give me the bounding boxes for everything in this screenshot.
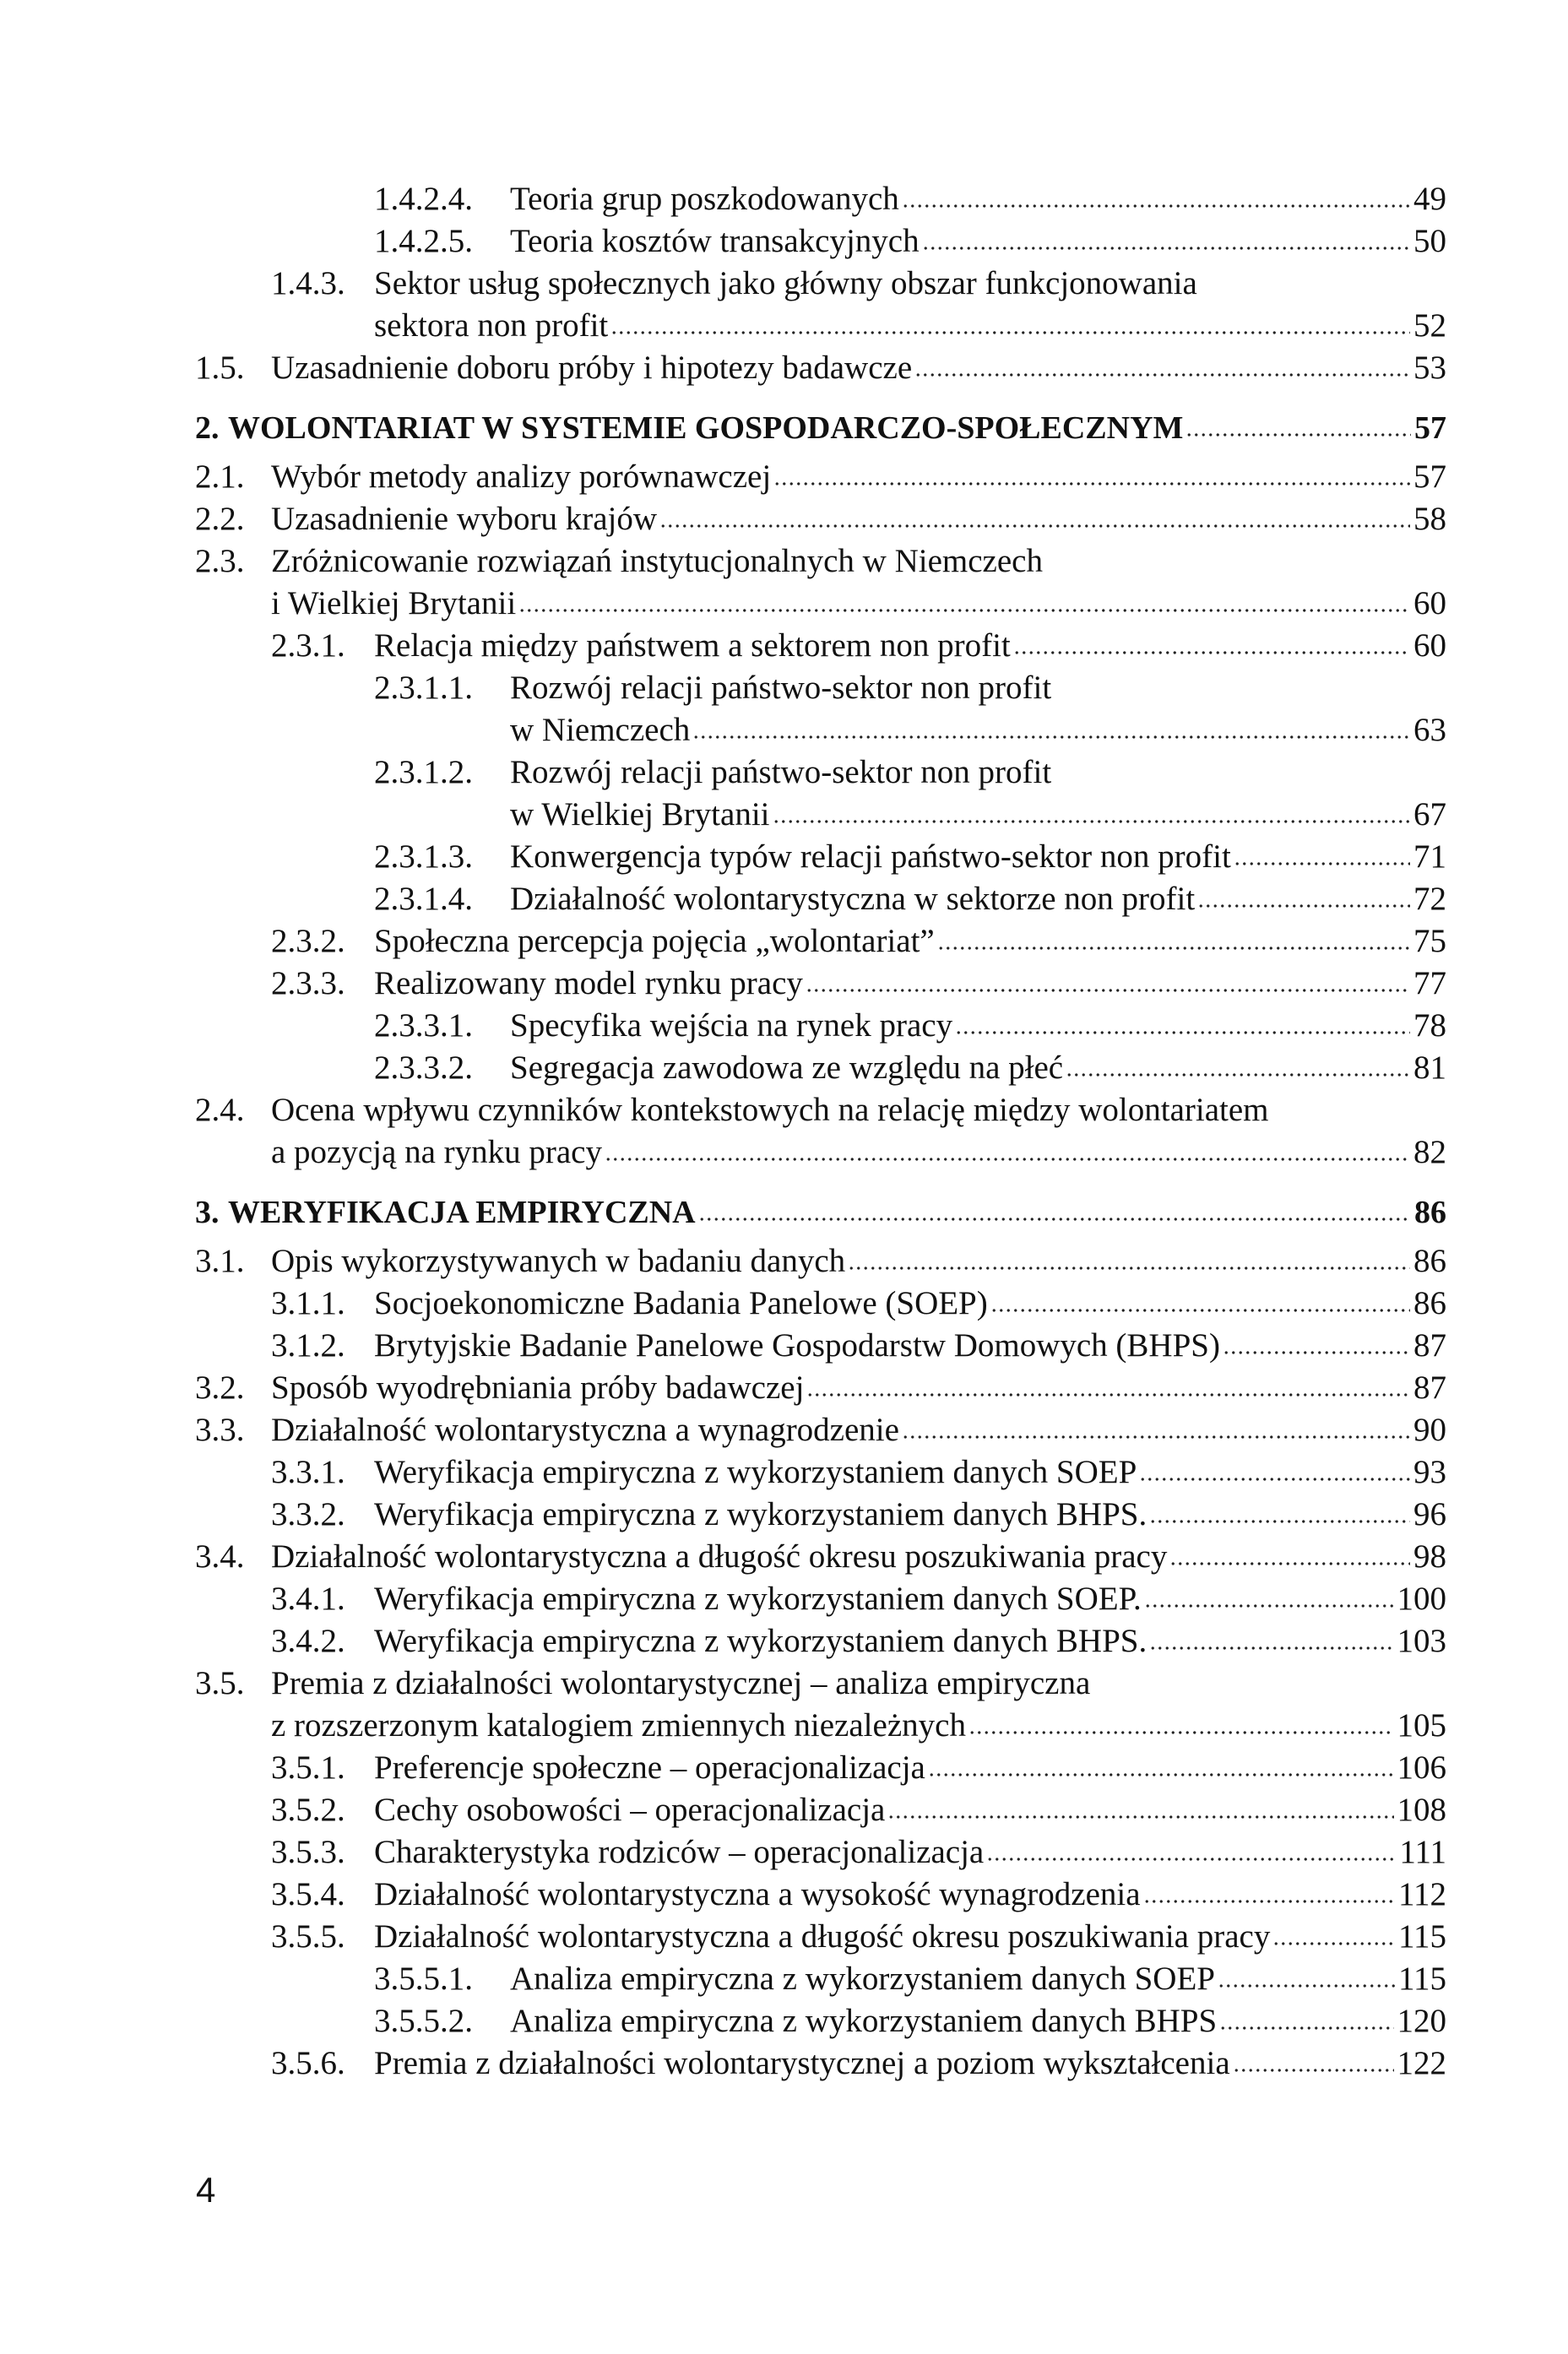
- toc-entry: [0, 1536, 1568, 1578]
- toc-entry: [0, 1089, 1568, 1174]
- dot-leader: [848, 1263, 1410, 1272]
- toc-entry: [0, 2000, 1568, 2042]
- toc-page-number: 81: [1413, 1050, 1446, 1086]
- toc-entry-number: 3.1.: [195, 1243, 245, 1279]
- toc-entry: [0, 1620, 1568, 1662]
- toc-line: [0, 1747, 1568, 1789]
- toc-entry-number: 3.5.: [195, 1665, 245, 1701]
- dot-leader: [1197, 901, 1410, 909]
- dot-leader: [659, 521, 1410, 529]
- toc-entry: [0, 1409, 1568, 1451]
- toc-entry-number: 2.3.1.1.: [374, 670, 473, 706]
- toc-entry: [0, 540, 1568, 625]
- toc-entry-title: w Wielkiej Brytanii: [510, 796, 770, 833]
- toc-entry: [0, 1831, 1568, 1874]
- toc-line: [0, 263, 1568, 305]
- toc-entry: [0, 667, 1568, 751]
- toc-page-number: 78: [1413, 1007, 1446, 1044]
- dot-leader: [605, 1154, 1410, 1163]
- toc-entry-title: Teoria kosztów transakcyjnych: [510, 223, 920, 259]
- toc-page-number: 86: [1414, 1195, 1446, 1230]
- toc-page-number: 98: [1413, 1538, 1446, 1575]
- toc-line: [0, 540, 1568, 583]
- toc-line: [0, 2000, 1568, 2042]
- toc-page-number: 63: [1413, 712, 1446, 748]
- dot-leader: [692, 732, 1410, 740]
- toc-entry-title: Weryfikacja empiryczna z wykorzystaniem danych BHPS.: [374, 1496, 1148, 1532]
- toc-page-number: 86: [1413, 1285, 1446, 1321]
- toc-page-number: 71: [1413, 838, 1446, 875]
- toc-page-number: 87: [1413, 1327, 1446, 1364]
- toc-entry-title: Analiza empiryczna z wykorzystaniem danych BHPS: [510, 2003, 1218, 2039]
- toc-line: [0, 1662, 1568, 1705]
- toc-entry-number: 1.4.2.4.: [374, 181, 473, 217]
- toc-entry: [0, 625, 1568, 667]
- toc-entry-title: Społeczna percepcja pojęcia „wolontariat”: [374, 923, 935, 959]
- toc-entry-title: Brytyjskie Badanie Panelowe Gospodarstw Domowych (BHPS): [374, 1327, 1220, 1364]
- toc-entry-number: 2.3.: [195, 543, 245, 579]
- toc-entry-number: 2.1.: [195, 458, 245, 495]
- toc-line: [0, 709, 1568, 751]
- dot-leader: [986, 1854, 1396, 1863]
- toc-entry: [0, 263, 1568, 347]
- toc-entry: [0, 1325, 1568, 1367]
- dot-leader: [773, 479, 1410, 487]
- dot-leader: [1149, 1643, 1393, 1652]
- toc-entry-title: Weryfikacja empiryczna z wykorzystaniem danych SOEP: [374, 1454, 1137, 1490]
- dot-leader: [773, 816, 1411, 825]
- toc-line: [0, 1409, 1568, 1451]
- toc-entry: [0, 1958, 1568, 2000]
- toc-entry-number: 3.3.1.: [271, 1454, 345, 1490]
- toc-line: [0, 498, 1568, 540]
- toc-page-number: 49: [1413, 181, 1446, 217]
- toc-entry: [0, 220, 1568, 263]
- toc-entry: [0, 920, 1568, 963]
- toc-line: [0, 667, 1568, 709]
- toc-line: [0, 878, 1568, 920]
- dot-leader: [1149, 1516, 1410, 1525]
- toc-entry-title: Premia z działalności wolontarystycznej – analiza empiryczna: [271, 1665, 1091, 1701]
- toc-entry-number: 2.3.3.2.: [374, 1050, 473, 1086]
- toc-entry-title: Charakterystyka rodziców – operacjonalizacja: [374, 1834, 985, 1870]
- toc-entry-number: 3.4.: [195, 1538, 245, 1575]
- dot-leader: [1185, 430, 1411, 438]
- toc-entry-number: 2.3.2.: [271, 923, 345, 959]
- toc-entry-title: Działalność wolontarystyczna a długość okresu poszukiwania pracy: [374, 1918, 1271, 1955]
- toc-page-number: 77: [1413, 965, 1446, 1001]
- toc-line: [0, 920, 1568, 963]
- dot-leader: [610, 328, 1410, 336]
- toc-entry-title: Sektor usług społecznych jako główny obszar funkcjonowania: [374, 265, 1197, 301]
- toc-line: [0, 1191, 1568, 1234]
- toc-entry: [0, 751, 1568, 836]
- toc-entry-number: 3.5.1.: [271, 1749, 345, 1786]
- dot-leader: [1066, 1070, 1410, 1078]
- toc-entry-title: Ocena wpływu czynników kontekstowych na relację między wolontariatem: [271, 1092, 1269, 1128]
- toc-page-number: 112: [1397, 1876, 1446, 1912]
- toc-page-number: 115: [1397, 1918, 1446, 1955]
- dot-leader: [518, 605, 1410, 614]
- toc-page-number: 96: [1413, 1496, 1446, 1532]
- toc-entry: [0, 1494, 1568, 1536]
- toc-entry-title: Teoria grup poszkodowanych: [510, 181, 899, 217]
- toc-entry-number: 3.4.1.: [271, 1581, 345, 1617]
- toc-entry-number: 2.4.: [195, 1092, 245, 1128]
- toc-entry: [0, 498, 1568, 540]
- toc-entry-number: 3.5.2.: [271, 1792, 345, 1828]
- toc-entry: [0, 347, 1568, 389]
- toc-line: [0, 794, 1568, 836]
- toc-entry: [0, 1578, 1568, 1620]
- toc-line: [0, 1451, 1568, 1494]
- toc-page-number: 108: [1397, 1792, 1446, 1828]
- toc-line: [0, 1578, 1568, 1620]
- toc-entry: [0, 1005, 1568, 1047]
- toc-entry-number: 3.3.2.: [271, 1496, 345, 1532]
- dot-leader: [968, 1728, 1394, 1736]
- toc-entry: [0, 1047, 1568, 1089]
- toc-line: [0, 220, 1568, 263]
- dot-leader: [922, 243, 1410, 252]
- toc-entry-number: 3.4.2.: [271, 1623, 345, 1659]
- toc-entry-title: Cechy osobowości – operacjonalizacja: [374, 1792, 886, 1828]
- toc-entry: [0, 1789, 1568, 1831]
- toc-line: [0, 583, 1568, 625]
- toc-line: [0, 1536, 1568, 1578]
- toc-entry-title: Weryfikacja empiryczna z wykorzystaniem danych SOEP.: [374, 1581, 1142, 1617]
- toc-line: [0, 1620, 1568, 1662]
- dot-leader: [955, 1028, 1410, 1036]
- toc-page-number: 90: [1413, 1412, 1446, 1448]
- toc-line: [0, 836, 1568, 878]
- toc-line: [0, 2042, 1568, 2085]
- toc-entry-number: 2.3.1.4.: [374, 881, 473, 917]
- page-number: 4: [196, 2170, 216, 2210]
- toc-line: [0, 1494, 1568, 1536]
- toc-page-number: 86: [1413, 1243, 1446, 1279]
- toc-entry-number: 3.5.6.: [271, 2045, 345, 2081]
- toc-line: [0, 407, 1568, 449]
- dot-leader: [914, 370, 1410, 378]
- toc-entry-title: Sposób wyodrębniania próby badawczej: [271, 1370, 805, 1406]
- toc-entry-title: a pozycją na rynku pracy: [271, 1134, 602, 1170]
- toc-entry: [0, 1747, 1568, 1789]
- toc-entry: [0, 2042, 1568, 2085]
- toc-entry-title: Uzasadnienie doboru próby i hipotezy badawcze: [271, 350, 913, 386]
- toc-line: [0, 1325, 1568, 1367]
- toc-page-number: 60: [1413, 627, 1446, 664]
- toc-page-number: 82: [1413, 1134, 1446, 1170]
- toc-page-number: 67: [1413, 796, 1446, 833]
- toc-page-number: 50: [1413, 223, 1446, 259]
- toc-entry: [0, 836, 1568, 878]
- dot-leader: [1223, 1348, 1410, 1356]
- dot-leader: [1219, 2023, 1393, 2031]
- toc-line: [0, 347, 1568, 389]
- toc-line: [0, 625, 1568, 667]
- toc-entry-number: 2.3.1.: [271, 627, 345, 664]
- dot-leader: [1144, 1601, 1394, 1609]
- toc-entry: [0, 1240, 1568, 1283]
- toc-entry-title: Działalność wolontarystyczna a wysokość wynagrodzenia: [374, 1876, 1141, 1912]
- toc-entry-number: 2.2.: [195, 501, 245, 537]
- toc-entry-title: Socjoekonomiczne Badania Panelowe (SOEP): [374, 1285, 988, 1321]
- toc-chapter-heading: [0, 1191, 1568, 1234]
- toc-line: [0, 1705, 1568, 1747]
- toc-page-number: 103: [1397, 1623, 1446, 1659]
- toc-line: [0, 1131, 1568, 1174]
- dot-leader: [1143, 1896, 1395, 1905]
- toc-entry: [0, 1916, 1568, 1958]
- toc-line: [0, 1047, 1568, 1089]
- toc-line: [0, 456, 1568, 498]
- toc-line: [0, 305, 1568, 347]
- toc-page-number: 75: [1413, 923, 1446, 959]
- toc-entry-title: w Niemczech: [510, 712, 691, 748]
- dot-leader: [902, 1432, 1410, 1440]
- toc-entry: [0, 1874, 1568, 1916]
- toc-line: [0, 963, 1568, 1005]
- toc-entry: [0, 963, 1568, 1005]
- toc-entry-title: Relacja między państwem a sektorem non profit: [374, 627, 1011, 664]
- toc-entry-title: Segregacja zawodowa ze względu na płeć: [510, 1050, 1064, 1086]
- toc-entry-title: Rozwój relacji państwo-sektor non profit: [510, 670, 1052, 706]
- toc-entry: [0, 1451, 1568, 1494]
- dot-leader: [928, 1770, 1394, 1778]
- toc-entry-number: 1.4.2.5.: [374, 223, 473, 259]
- toc-page-number: 72: [1413, 881, 1446, 917]
- toc-line: [0, 1240, 1568, 1283]
- toc-entry-title: Zróżnicowanie rozwiązań instytucjonalnych w Niemczech: [271, 543, 1043, 579]
- toc-entry-title: Działalność wolontarystyczna w sektorze non profit: [510, 881, 1196, 917]
- toc-entry-title: Preferencje społeczne – operacjonalizacja: [374, 1749, 925, 1786]
- toc-page-number: 122: [1397, 2045, 1446, 2081]
- toc-entry-title: WOLONTARIAT W SYSTEMIE GOSPODARCZO-SPOŁECZNYM: [228, 410, 1184, 446]
- toc-line: [0, 751, 1568, 794]
- toc-entry-title: Realizowany model rynku pracy: [374, 965, 803, 1001]
- toc-entry-title: Uzasadnienie wyboru krajów: [271, 501, 658, 537]
- toc-entry-title: Rozwój relacji państwo-sektor non profit: [510, 754, 1052, 790]
- toc-entry-number: 3.5.5.: [271, 1918, 345, 1955]
- toc-line: [0, 1089, 1568, 1131]
- toc-entry-number: 3.: [195, 1195, 220, 1230]
- toc-entry-number: 1.4.3.: [271, 265, 345, 301]
- toc-entry: [0, 456, 1568, 498]
- toc-entry-number: 3.5.5.2.: [374, 2003, 473, 2039]
- toc-entry-number: 3.1.2.: [271, 1327, 345, 1364]
- toc-entry: [0, 178, 1568, 220]
- toc-entry-number: 3.2.: [195, 1370, 245, 1406]
- dot-leader: [1169, 1559, 1410, 1567]
- toc-page-number: 58: [1413, 501, 1446, 537]
- toc-line: [0, 1789, 1568, 1831]
- toc-line: [0, 1283, 1568, 1325]
- toc-entry-number: 3.5.5.1.: [374, 1961, 473, 1997]
- toc-entry-title: Działalność wolontarystyczna a długość okresu poszukiwania pracy: [271, 1538, 1168, 1575]
- toc-chapter-heading: [0, 407, 1568, 449]
- toc-page-number: 57: [1414, 410, 1446, 446]
- dot-leader: [1234, 859, 1410, 867]
- toc-entry-title: Premia z działalności wolontarystycznej a poziom wykształcenia: [374, 2045, 1230, 2081]
- toc-entry-number: 1.5.: [195, 350, 245, 386]
- dot-leader: [698, 1214, 1411, 1223]
- toc-line: [0, 1916, 1568, 1958]
- toc-entry: [0, 878, 1568, 920]
- toc-page-number: 57: [1413, 458, 1446, 495]
- toc-page-number: 111: [1399, 1834, 1446, 1870]
- toc-entry-title: Weryfikacja empiryczna z wykorzystaniem danych BHPS.: [374, 1623, 1148, 1659]
- toc-entry-number: 2.3.1.3.: [374, 838, 473, 875]
- toc-page-number: 93: [1413, 1454, 1446, 1490]
- toc-line: [0, 1831, 1568, 1874]
- toc-page-number: 106: [1397, 1749, 1446, 1786]
- dot-leader: [937, 943, 1410, 952]
- toc-entry: [0, 1662, 1568, 1747]
- dot-leader: [806, 1390, 1410, 1398]
- toc-entry-number: 3.3.: [195, 1412, 245, 1448]
- toc-line: [0, 1367, 1568, 1409]
- toc-entry-number: 2.3.3.: [271, 965, 345, 1001]
- toc-entry-number: 2.: [195, 410, 220, 446]
- dot-leader: [902, 201, 1410, 209]
- toc-entry-title: Wybór metody analizy porównawczej: [271, 458, 772, 495]
- toc-page-number: 115: [1397, 1961, 1446, 1997]
- toc-entry-number: 3.5.4.: [271, 1876, 345, 1912]
- toc-entry-title: z rozszerzonym katalogiem zmiennych niezależnych: [271, 1707, 966, 1744]
- toc-entry-number: 2.3.1.2.: [374, 754, 473, 790]
- toc-page-number: 53: [1413, 350, 1446, 386]
- toc-entry-title: Konwergencja typów relacji państwo-sektor non profit: [510, 838, 1231, 875]
- table-of-contents: [0, 178, 1568, 2085]
- dot-leader: [1139, 1474, 1410, 1483]
- toc-entry: [0, 1367, 1568, 1409]
- toc-page-number: 105: [1397, 1707, 1446, 1744]
- toc-entry-title: Analiza empiryczna z wykorzystaniem danych SOEP: [510, 1961, 1215, 1997]
- dot-leader: [1272, 1939, 1395, 1947]
- toc-entry-title: Specyfika wejścia na rynek pracy: [510, 1007, 953, 1044]
- dot-leader: [1218, 1981, 1395, 1989]
- toc-line: [0, 1874, 1568, 1916]
- toc-page-number: 52: [1413, 307, 1446, 344]
- toc-page-number: 87: [1413, 1370, 1446, 1406]
- toc-page-number: 100: [1397, 1581, 1446, 1617]
- toc-page-number: 60: [1413, 585, 1446, 621]
- dot-leader: [806, 985, 1410, 994]
- dot-leader: [1233, 2065, 1394, 2074]
- toc-entry-title: WERYFIKACJA EMPIRYCZNA: [228, 1195, 696, 1230]
- toc-entry: [0, 1283, 1568, 1325]
- toc-entry-number: 3.1.1.: [271, 1285, 345, 1321]
- toc-entry-title: Działalność wolontarystyczna a wynagrodzenie: [271, 1412, 899, 1448]
- toc-entry-title: i Wielkiej Brytanii: [271, 585, 517, 621]
- toc-entry-title: sektora non profit: [374, 307, 609, 344]
- toc-line: [0, 178, 1568, 220]
- toc-line: [0, 1005, 1568, 1047]
- toc-entry-title: Opis wykorzystywanych w badaniu danych: [271, 1243, 846, 1279]
- toc-entry-number: 3.5.3.: [271, 1834, 345, 1870]
- toc-entry-number: 2.3.3.1.: [374, 1007, 473, 1044]
- toc-page-number: 120: [1397, 2003, 1446, 2039]
- toc-line: [0, 1958, 1568, 2000]
- dot-leader: [1013, 648, 1410, 656]
- dot-leader: [887, 1812, 1393, 1820]
- dot-leader: [990, 1305, 1410, 1314]
